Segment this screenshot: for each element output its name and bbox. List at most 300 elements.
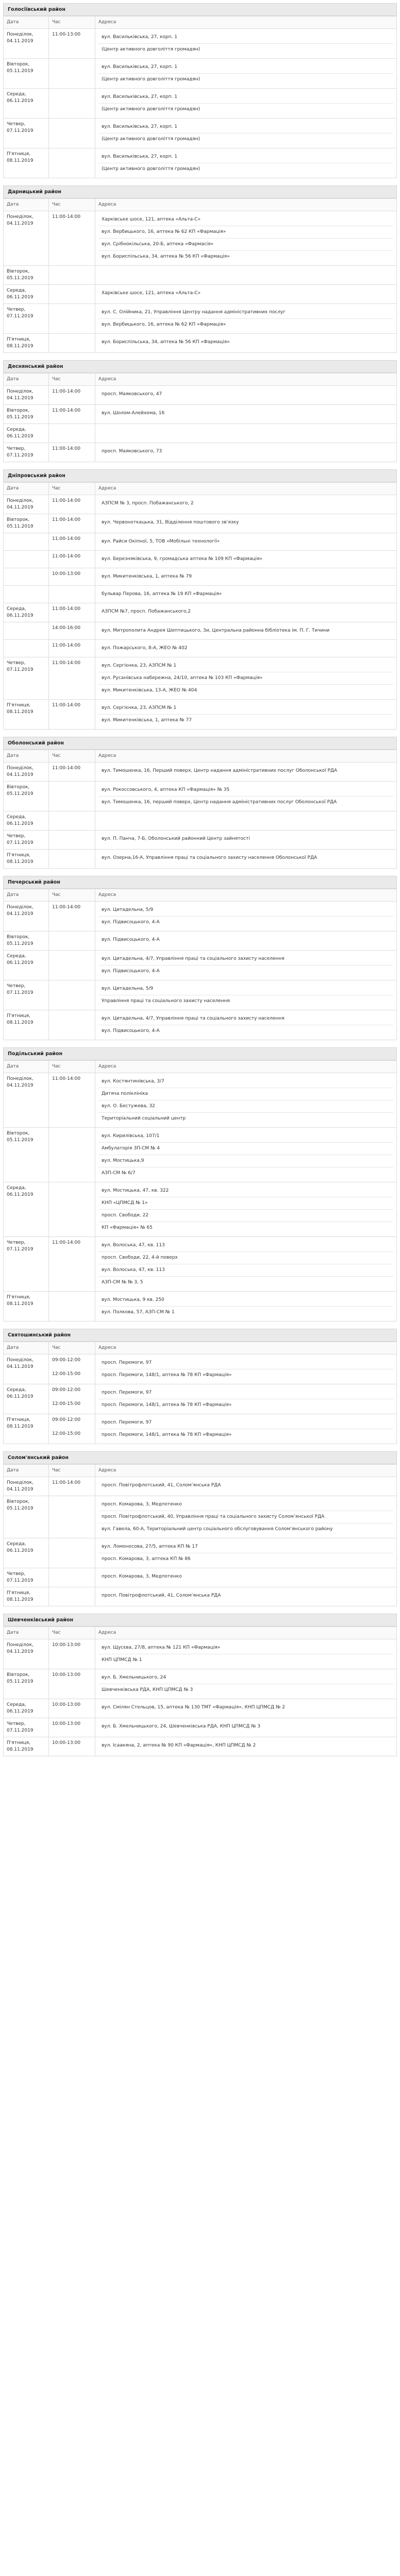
table-row (4, 762, 397, 782)
address-cell (95, 1477, 397, 1496)
header-date: Дата (4, 1342, 49, 1354)
time-value: 11:00-14:00 (52, 517, 81, 522)
address-line: вул. Вербицького, 16, аптека № 62 КП «Фармація» (98, 226, 393, 239)
schedule-page (3, 0, 397, 1768)
time-cell (49, 89, 95, 118)
address-cell (95, 1292, 397, 1321)
time-cell (49, 1010, 95, 1040)
address-line: вул. Мостицька, 47, кв. 322 (98, 1185, 393, 1197)
address-line: просп. Комарова, 3, Медпотенко (102, 1574, 182, 1579)
time-value: 10:00-13:00 (52, 1672, 81, 1677)
table-row (4, 1496, 397, 1538)
table-row (4, 386, 397, 405)
header-address: Адреса (95, 889, 397, 902)
address-cell (95, 59, 397, 89)
district-section (3, 469, 397, 730)
time-cell (49, 1477, 95, 1496)
date-cell: Середа, 06.11.2019 (4, 603, 49, 622)
date-cell: Понеділок, 04.11.2019 (4, 1354, 49, 1384)
district-title: Шевченківський район (3, 1614, 397, 1626)
table-header-row (4, 483, 397, 495)
date-cell: Четвер, 07.11.2019 (4, 657, 49, 700)
table-header-row (4, 1061, 397, 1073)
address-cell (95, 1639, 397, 1669)
table-row (4, 1237, 397, 1292)
header-date: Дата (4, 750, 49, 762)
address-line: просп. Комарова, 3, аптека КП № 86 (102, 1556, 191, 1562)
district-title: Дарницький район (3, 185, 397, 198)
district-title: Оболонський район (3, 737, 397, 750)
table-row (4, 700, 397, 730)
schedule-table (3, 482, 397, 730)
table-row (4, 29, 397, 59)
date-cell: Середа, 06.11.2019 (4, 89, 49, 118)
header-address: Адреса (95, 483, 397, 495)
table-row (4, 1010, 397, 1040)
date-cell: П'ятниця, 08.11.2019 (4, 1010, 49, 1040)
address-line: вул. Озерна,16-А, Управління праці та соціального захисту населення Оболонської РДА (102, 855, 318, 860)
time-value: 11:00-14:00 (52, 214, 81, 219)
date-cell: Понеділок, 04.11.2019 (4, 386, 49, 405)
table-header-row (4, 1627, 397, 1639)
address-line: вул. Шолом-Алейхема, 16 (102, 411, 165, 416)
address-cell (95, 951, 397, 980)
address-line: просп. Перемоги, 148/1, аптека № 78 КП «Фармація» (102, 1432, 232, 1437)
table-row (4, 551, 397, 568)
date-cell: Середа, 06.11.2019 (4, 951, 49, 980)
time-cell (49, 568, 95, 586)
table-row (4, 657, 397, 700)
header-time: Час (49, 889, 95, 902)
time-value: 09:00-12:00 (52, 1387, 81, 1393)
date-cell: Понеділок, 04.11.2019 (4, 29, 49, 59)
schedule-table (3, 1342, 397, 1444)
address-line: вул. Микитенківська, 1, аптека № 79 (102, 574, 192, 579)
address-cell (95, 334, 397, 353)
address-line: вул. Щусєва, 27/8, аптека № 121 КП «Фармація» (98, 1642, 393, 1654)
time-value: 11:00-14:00 (52, 703, 81, 708)
time-value: 11:00-13:00 (52, 32, 81, 37)
time-cell (49, 59, 95, 89)
schedule-table (3, 16, 397, 178)
address-line: вул. Волоська, 47, кв. 113 (98, 1264, 393, 1277)
header-time: Час (49, 1342, 95, 1354)
address-line: (Центр активного довголіття громадян) (102, 77, 201, 82)
address-line: (Центр активного довголіття громадян) (102, 137, 201, 142)
address-cell (95, 1073, 397, 1128)
time-value: 11:00-14:00 (52, 660, 81, 666)
address-line: вул. Сергієнка, 23, АЗПСМ № 1 (98, 660, 393, 672)
address-cell (95, 1182, 397, 1237)
date-cell: Четвер, 07.11.2019 (4, 980, 49, 1010)
table-row (4, 831, 397, 850)
table-row (4, 1669, 397, 1699)
time-cell (49, 29, 95, 59)
date-cell: Вівторок, 05.11.2019 (4, 1496, 49, 1538)
address-line: Амбулаторія ЗП-СМ № 4 (98, 1143, 393, 1155)
time-value: 11:00-14:00 (52, 408, 81, 413)
date-cell: П'ятниця, 08.11.2019 (4, 1587, 49, 1606)
district-section (3, 3, 397, 178)
address-line: вул. Підвисоцького, 4-А (102, 969, 160, 974)
address-line: вул. Рокоссовського, 4, аптека КП «Фармація» № 35 (98, 784, 393, 796)
schedule-table (3, 373, 397, 462)
time-cell (49, 1587, 95, 1606)
header-address: Адреса (95, 199, 397, 211)
header-date: Дата (4, 483, 49, 495)
time-cell (49, 1073, 95, 1128)
table-row (4, 533, 397, 551)
date-cell: Вівторок, 05.11.2019 (4, 931, 49, 951)
date-cell: П'ятниця, 08.11.2019 (4, 1292, 49, 1321)
time-cell (49, 285, 95, 304)
header-time: Час (49, 1465, 95, 1477)
district-title: Печерський район (3, 876, 397, 889)
table-row (4, 1699, 397, 1718)
address-line: вул. Русанівська набережна, 24/10, аптека № 103 КП «Фармація» (98, 672, 393, 685)
schedule-table (3, 1464, 397, 1606)
schedule-table (3, 198, 397, 353)
date-cell: Понеділок, 04.11.2019 (4, 495, 49, 514)
date-cell: П'ятниця, 08.11.2019 (4, 700, 49, 730)
time-value: 11:00-14:00 (52, 643, 81, 648)
date-cell: Четвер, 07.11.2019 (4, 118, 49, 148)
address-line: вул. Васильківська, 27, корп. 1 (98, 121, 393, 133)
time-cell (49, 1737, 95, 1756)
schedule-table (3, 889, 397, 1040)
address-line: вул. Тимошенка, 16, перший поверх, Центр надання адміністративних послуг Оболонської РДА (102, 800, 337, 805)
time-cell (49, 443, 95, 462)
time-cell (49, 424, 95, 443)
table-row (4, 568, 397, 586)
address-cell (95, 29, 397, 59)
address-cell (95, 405, 397, 424)
table-row (4, 118, 397, 148)
header-time: Час (49, 1061, 95, 1073)
address-cell (95, 1669, 397, 1699)
time-value: 11:00-14:00 (52, 1076, 81, 1081)
address-line: вул. Б. Хмельницького, 24, Шевченківська РДА, КНП ЦПМСД № 3 (102, 1724, 261, 1729)
table-row (4, 1477, 397, 1496)
header-date: Дата (4, 374, 49, 386)
header-date: Дата (4, 1061, 49, 1073)
table-row (4, 586, 397, 603)
address-line: вул. Березняківська, 9, громадська аптека № 109 КП «Фармація» (102, 556, 262, 562)
address-line: КП «Фармація» № 65 (102, 1225, 153, 1230)
address-line: вул. Цитадельна, 4/7, Управління праці та соціального захисту населення (98, 1013, 393, 1025)
time-value: 11:00-14:00 (52, 498, 81, 503)
district-title: Деснянський район (3, 360, 397, 373)
date-cell: П'ятниця, 08.11.2019 (4, 850, 49, 869)
address-cell (95, 1538, 397, 1568)
table-row (4, 443, 397, 462)
district-title: Подільський район (3, 1047, 397, 1060)
address-line: АЗПСМ №7, просп. Побажанського,2 (102, 609, 191, 614)
date-cell: Вівторок, 05.11.2019 (4, 1128, 49, 1182)
district-title: Голосіївський район (3, 3, 397, 16)
table-row (4, 334, 397, 353)
date-cell: Четвер, 07.11.2019 (4, 304, 49, 334)
time-value: 11:00-14:00 (52, 905, 81, 910)
date-cell: Вівторок, 05.11.2019 (4, 59, 49, 89)
address-cell (95, 586, 397, 603)
address-cell (95, 533, 397, 551)
address-line: вул. Срібнокільська, 20-Б, аптека «Фармасія» (98, 239, 393, 251)
table-row (4, 640, 397, 657)
address-line: Шевченківська РДА, КНП ЦПМСД № 3 (102, 1687, 193, 1692)
time-cell (49, 831, 95, 850)
header-date: Дата (4, 889, 49, 902)
address-line: просп. Комарова, 3, Медпотенко (98, 1499, 393, 1511)
table-row (4, 514, 397, 533)
date-cell: Четвер, 07.11.2019 (4, 1568, 49, 1587)
address-cell (95, 211, 397, 266)
time-cell (49, 1568, 95, 1587)
address-line: АЗП-СМ № 6/7 (102, 1171, 136, 1176)
table-row (4, 211, 397, 266)
address-line: вул. Сергієнка, 23, АЗПСМ № 1 (98, 702, 393, 715)
table-row (4, 1073, 397, 1128)
header-address: Адреса (95, 16, 397, 29)
header-time: Час (49, 483, 95, 495)
schedule-table (3, 750, 397, 869)
table-row (4, 1639, 397, 1669)
district-section (3, 1451, 397, 1606)
address-cell (95, 1496, 397, 1538)
address-line: вул. Вербицького, 16, аптека № 62 КП «Фармація» (102, 322, 226, 327)
address-line: просп. Маяковського, 73 (102, 449, 162, 454)
address-line: вул. Васильківська, 27, корп. 1 (98, 61, 393, 74)
time-value: 11:00-14:00 (52, 554, 81, 559)
address-line: просп. Повітрофлотський, 41, Солом’янська РДА (102, 1483, 221, 1488)
address-cell (95, 1568, 397, 1587)
table-row (4, 266, 397, 285)
address-line: вул. Васильківська, 27, корп. 1 (98, 31, 393, 44)
time-cell (49, 148, 95, 178)
address-line: вул. Бориспільська, 34, аптека № 56 КП «Фармація» (102, 340, 230, 345)
table-row (4, 424, 397, 443)
address-cell (95, 89, 397, 118)
date-cell: Вівторок, 05.11.2019 (4, 514, 49, 533)
table-row (4, 1182, 397, 1237)
address-line: просп. Перемоги, 97 (98, 1417, 393, 1429)
time-cell (49, 1496, 95, 1538)
address-cell (95, 304, 397, 334)
address-cell (95, 443, 397, 462)
address-line: бульвар Перова, 16, аптека № 19 КП «Фармація» (102, 591, 222, 597)
header-time: Час (49, 750, 95, 762)
date-cell (4, 533, 49, 551)
time-value: 12:00-15:00 (52, 1371, 81, 1377)
table-header-row (4, 1465, 397, 1477)
table-row (4, 622, 397, 640)
table-row (4, 603, 397, 622)
date-cell: Четвер, 07.11.2019 (4, 1718, 49, 1737)
time-cell (49, 495, 95, 514)
time-value: 12:00-15:00 (52, 1401, 81, 1406)
address-line: вул. Мостицька,9 (98, 1155, 393, 1167)
address-cell (95, 622, 397, 640)
time-cell (49, 304, 95, 334)
table-row (4, 850, 397, 869)
date-cell: Вівторок, 05.11.2019 (4, 782, 49, 811)
time-value: 09:00-12:00 (52, 1417, 81, 1422)
time-value: 09:00-12:00 (52, 1358, 81, 1363)
address-cell (95, 700, 397, 730)
date-cell: Понеділок, 04.11.2019 (4, 902, 49, 931)
time-cell (49, 405, 95, 424)
time-value: 12:00-15:00 (52, 1431, 81, 1436)
time-cell (49, 1292, 95, 1321)
address-line: вул. О. Бестужева, 32 (98, 1100, 393, 1113)
table-row (4, 1292, 397, 1321)
address-line: вул. Підвисоцького, 4-А (102, 1028, 160, 1033)
date-cell (4, 568, 49, 586)
date-cell: Вівторок, 05.11.2019 (4, 1669, 49, 1699)
address-cell (95, 386, 397, 405)
address-cell (95, 1699, 397, 1718)
time-value: 10:00-13:00 (52, 1721, 81, 1726)
address-line: (Центр активного довголіття громадян) (102, 47, 201, 52)
time-cell (49, 603, 95, 622)
date-cell: Середа, 06.11.2019 (4, 1384, 49, 1414)
address-line: Харківське шосе, 121, аптека «Альта-С» (102, 291, 201, 296)
time-cell (49, 850, 95, 869)
address-cell (95, 640, 397, 657)
time-cell (49, 1538, 95, 1568)
address-line: вул. Червоноткацька, 31, Відділення поштового зв’язку (102, 520, 239, 525)
date-cell: П'ятниця, 08.11.2019 (4, 148, 49, 178)
time-value: 11:00-14:00 (52, 389, 81, 394)
address-line: вул. Цитадельна, 5/9 (98, 983, 393, 995)
address-cell (95, 850, 397, 869)
table-row (4, 1128, 397, 1182)
address-cell (95, 931, 397, 951)
address-cell (95, 980, 397, 1010)
header-address: Адреса (95, 1061, 397, 1073)
address-cell (95, 424, 397, 443)
time-cell (49, 118, 95, 148)
date-cell (4, 551, 49, 568)
address-line: вул. Бориспільська, 34, аптека № 56 КП «Фармація» (102, 254, 230, 259)
address-cell (95, 811, 397, 831)
time-cell (49, 902, 95, 931)
schedule-table (3, 1626, 397, 1756)
time-cell (49, 211, 95, 266)
header-date: Дата (4, 1627, 49, 1639)
date-cell (4, 586, 49, 603)
time-cell (49, 1718, 95, 1737)
address-line: просп. Свободи, 22, 4-й поверх (98, 1252, 393, 1264)
address-line: просп. Повітрофлотський, 40, Управління праці та соціального захисту Солом’янської РДА (98, 1511, 393, 1523)
time-cell (49, 1699, 95, 1718)
table-row (4, 59, 397, 89)
address-line: вул. Цитадельна, 5/9 (98, 904, 393, 917)
address-cell (95, 266, 397, 285)
address-line: АЗПСМ № 3, просп. Побажанського, 2 (102, 501, 194, 506)
address-cell (95, 148, 397, 178)
time-cell (49, 657, 95, 700)
table-row (4, 811, 397, 831)
header-time: Час (49, 16, 95, 29)
time-cell (49, 586, 95, 603)
address-cell (95, 603, 397, 622)
address-line: АЗП-СМ № № 3, 5 (102, 1280, 143, 1285)
time-value: 11:00-14:00 (52, 606, 81, 612)
time-value: 11:00-14:00 (52, 446, 81, 451)
table-header-row (4, 374, 397, 386)
district-section (3, 360, 397, 462)
time-value: 11:00-14:00 (52, 1480, 81, 1485)
address-cell (95, 1718, 397, 1737)
district-title: Солом'янський район (3, 1451, 397, 1464)
address-line: Територіальний соціальний центр (102, 1116, 186, 1121)
time-value: 11:00-14:00 (52, 536, 81, 541)
date-cell: Понеділок, 04.11.2019 (4, 1477, 49, 1496)
date-cell: Понеділок, 04.11.2019 (4, 1639, 49, 1669)
time-value: 10:00-13:00 (52, 571, 81, 577)
address-line: вул. Микитенківська, 13-А, ЖЕО № 404 (102, 688, 197, 693)
address-line: просп. Перемоги, 97 (98, 1387, 393, 1399)
time-cell (49, 931, 95, 951)
time-value: 14:00-16:00 (52, 625, 81, 631)
time-cell (49, 533, 95, 551)
time-cell (49, 640, 95, 657)
address-cell (95, 285, 397, 304)
district-section (3, 1614, 397, 1756)
table-row (4, 1568, 397, 1587)
address-line: просп. Перемоги, 97 (98, 1357, 393, 1369)
time-cell (49, 980, 95, 1010)
address-line: вул. Кирилівська, 107/1 (98, 1130, 393, 1143)
district-section (3, 737, 397, 869)
table-row (4, 1354, 397, 1384)
time-cell (49, 700, 95, 730)
time-cell (49, 1237, 95, 1292)
address-cell (95, 1237, 397, 1292)
table-row (4, 1718, 397, 1737)
date-cell: Четвер, 07.11.2019 (4, 831, 49, 850)
address-cell (95, 1587, 397, 1606)
address-line: вул. Смілян Стельцов, 15, аптека № 130 ТМТ «Фармація», КНП ЦПМСД № 2 (102, 1705, 285, 1710)
date-cell: П'ятниця, 08.11.2019 (4, 1737, 49, 1756)
table-header-row (4, 750, 397, 762)
header-address: Адреса (95, 1465, 397, 1477)
address-line: просп. Свободи, 22 (98, 1210, 393, 1222)
address-line: вул. С. Олійника, 21, Управління Центру надання адміністративних послуг (98, 307, 393, 319)
address-cell (95, 1354, 397, 1384)
address-line: просп. Повітрофлотський, 41, Солом’янська РДА (102, 1593, 221, 1598)
date-cell (4, 640, 49, 657)
time-cell (49, 1669, 95, 1699)
address-line: Управління праці та соціального захисту населення (102, 998, 230, 1004)
date-cell: Середа, 06.11.2019 (4, 1538, 49, 1568)
time-cell (49, 811, 95, 831)
date-cell: Середа, 06.11.2019 (4, 811, 49, 831)
table-row (4, 148, 397, 178)
header-address: Адреса (95, 374, 397, 386)
address-line: вул. Митрополита Андрея Шептицького, 3и, Центральна районна бібліотека ім. П. Г. Тичини (102, 628, 330, 633)
address-line: вул. Микитенківська, 1, аптека № 77 (102, 718, 192, 723)
date-cell: Вівторок, 05.11.2019 (4, 266, 49, 285)
table-row (4, 495, 397, 514)
table-header-row (4, 16, 397, 29)
address-cell (95, 1384, 397, 1414)
date-cell: Середа, 06.11.2019 (4, 1699, 49, 1718)
address-line: вул. Костянтинівська, 3/7 (98, 1076, 393, 1088)
address-cell (95, 657, 397, 700)
address-cell (95, 1414, 397, 1444)
